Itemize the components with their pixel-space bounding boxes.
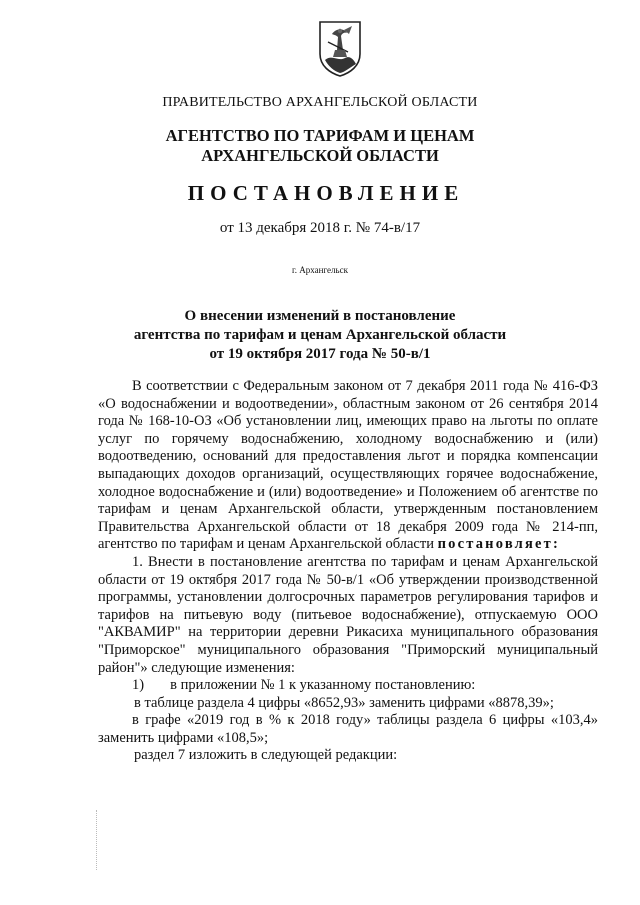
scan-margin-mark	[96, 810, 99, 870]
preamble-text: В соответствии с Федеральным законом от 7 декабря 2011 года № 416-ФЗ «О водоснабжении и водоотведении», областным законом от 26 сентября 2014 года № 168-10-ОЗ «Об установлении лиц, имеющих право на льготы по оплате услуг по горячему водоснабжению, холодному водоснабжению и (или) водоотведению, оснований для предоставления льгот и порядка компенсации выпадающих доходов организаций, осуществляющих горячее водоснабжение, холодное водоснабжение и (или) водоотведение» и Положением об агентстве по тарифам и ценам Архангельской области, утвержденным постановлением Правительства Архангельской области от 18 декабря 2009 года № 214-пп, агентство по тарифам и ценам Архангельской области	[98, 378, 598, 553]
document-type: ПОСТАНОВЛЕНИЕ	[187, 181, 465, 205]
decree-word: постановляет:	[437, 536, 561, 553]
government-name: ПРАВИТЕЛЬСТВО АРХАНГЕЛЬСКОЙ ОБЛАСТИ	[162, 95, 478, 110]
table4-change-line: в таблице раздела 4 цифры «8652,93» заменить цифрами «8878,39»;	[134, 694, 554, 711]
document-subject	[0, 307, 640, 364]
document-city: г. Архангельск	[292, 265, 348, 275]
subitem-1-text: в приложении № 1 к указанному постановлению:	[170, 677, 476, 694]
agency-name	[0, 126, 640, 166]
item-1-paragraph: 1. Внести в постановление агентства по тарифам и ценам Архангельской области от 19 октября 2017 года № 50-в/1 «Об утверждении производственной программы, установлении долгосрочных параметров регулирования тарифов и тарифов на питьевую воду (питьевое водоснабжение), отпускаемую ООО "АКВАМИР" на территории деревни Рикасиха муниципального образования "Приморское" муниципального образования "Приморский муниципальный район"» следующие изменения:	[98, 553, 598, 676]
graph-change-line: в графе «2019 год в % к 2018 году» таблицы раздела 6 цифры «103,4» заменить цифрами «108,5»;	[98, 712, 598, 746]
subject-line2: агентства по тарифам и ценам Архангельской области	[133, 327, 507, 343]
section7-line: раздел 7 изложить в следующей редакции:	[134, 747, 398, 764]
subject-line1: О внесении изменений в постановление	[184, 308, 456, 324]
agency-name-line2: АРХАНГЕЛЬСКОЙ ОБЛАСТИ	[201, 146, 439, 165]
subitem-1-number: 1)	[132, 677, 145, 694]
document-date-number: от 13 декабря 2018 г. № 74-в/17	[219, 220, 421, 236]
document-body	[98, 378, 598, 765]
agency-name-line1: АГЕНТСТВО ПО ТАРИФАМ И ЦЕНАМ	[165, 126, 475, 145]
subject-line3: от 19 октября 2017 года № 50-в/1	[209, 346, 431, 362]
subitem-1	[98, 677, 598, 695]
arkhangelsk-coat-of-arms-icon	[318, 20, 362, 78]
preamble-paragraph	[98, 378, 598, 554]
